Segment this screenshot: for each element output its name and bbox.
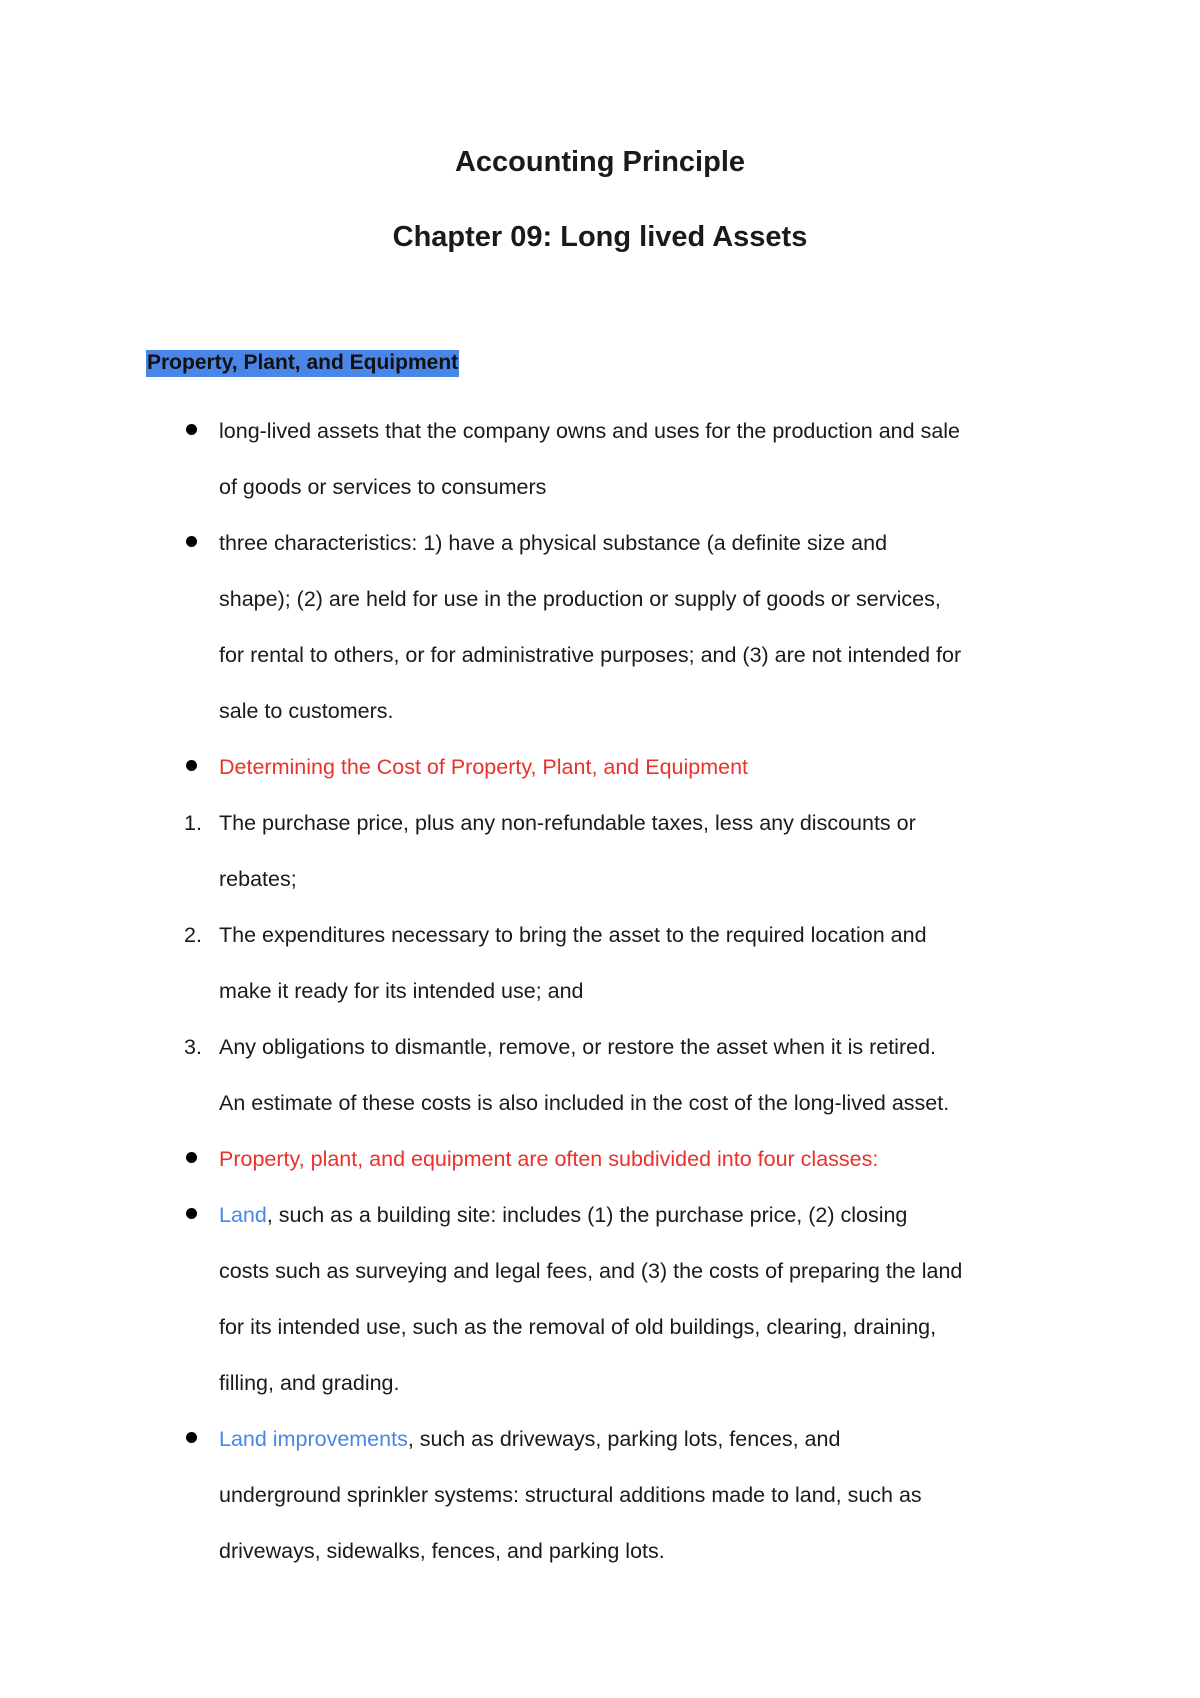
numbered-item — [0, 1019, 1079, 1131]
text-line: three characteristics: 1) have a physical substance (a definite size and — [219, 531, 888, 555]
list-item — [0, 739, 1079, 795]
bullet-icon — [186, 1208, 197, 1219]
text-line: sale to customers. — [219, 699, 394, 723]
list-item — [0, 1131, 1079, 1187]
text-line: The expenditures necessary to bring the asset to the required location and — [219, 923, 927, 947]
content-list — [0, 403, 1200, 1579]
bullet-icon — [186, 760, 197, 771]
numbered-item — [0, 795, 1079, 907]
term-land: Land — [219, 1203, 267, 1227]
list-item — [0, 1187, 1079, 1411]
text-line: rebates; — [219, 867, 297, 891]
list-item — [0, 403, 1079, 515]
term-land-improvements: Land improvements — [219, 1427, 408, 1451]
list-item — [0, 1411, 1079, 1579]
item-number: 1. — [184, 811, 202, 835]
text-line: of goods or services to consumers — [219, 475, 547, 499]
subheading-line: Determining the Cost of Property, Plant, and Equipment — [219, 755, 749, 779]
item-number: 3. — [184, 1035, 202, 1059]
bullet-icon — [186, 1152, 197, 1163]
text-line: driveways, sidewalks, fences, and parking lots. — [219, 1539, 665, 1563]
text-line: make it ready for its intended use; and — [219, 979, 584, 1003]
text-span: , such as driveways, parking lots, fences, and — [407, 1427, 841, 1451]
text-line: Any obligations to dismantle, remove, or restore the asset when it is retired. — [219, 1035, 937, 1059]
numbered-item — [0, 907, 1079, 1019]
text-line: shape); (2) are held for use in the production or supply of goods or services, — [219, 587, 941, 611]
subheading-line: Property, plant, and equipment are often subdivided into four classes: — [219, 1147, 879, 1171]
text-span: , such as a building site: includes (1) the purchase price, (2) closing — [266, 1203, 908, 1227]
text-line: for rental to others, or for administrative purposes; and (3) are not intended for — [219, 643, 962, 667]
text-line: underground sprinkler systems: structural additions made to land, such as — [219, 1483, 922, 1507]
section-heading-ppe: Property, Plant, and Equipment — [146, 350, 459, 377]
text-line: filling, and grading. — [219, 1371, 400, 1395]
bullet-icon — [186, 536, 197, 547]
text-line: costs such as surveying and legal fees, and (3) the costs of preparing the land — [219, 1259, 963, 1283]
text-line: The purchase price, plus any non-refundable taxes, less any discounts or — [219, 811, 916, 835]
bullet-icon — [186, 424, 197, 435]
bullet-icon — [186, 1432, 197, 1443]
list-item — [0, 515, 1079, 739]
document-title: Accounting Principle — [454, 146, 746, 178]
text-line — [219, 1187, 1079, 1243]
item-number: 2. — [184, 923, 202, 947]
text-line — [219, 1411, 1079, 1467]
chapter-title: Chapter 09: Long lived Assets — [392, 221, 808, 253]
text-line: long-lived assets that the company owns and uses for the production and sale — [219, 419, 961, 443]
text-line: for its intended use, such as the removal of old buildings, clearing, draining, — [219, 1315, 937, 1339]
text-line: An estimate of these costs is also included in the cost of the long-lived asset. — [219, 1091, 950, 1115]
